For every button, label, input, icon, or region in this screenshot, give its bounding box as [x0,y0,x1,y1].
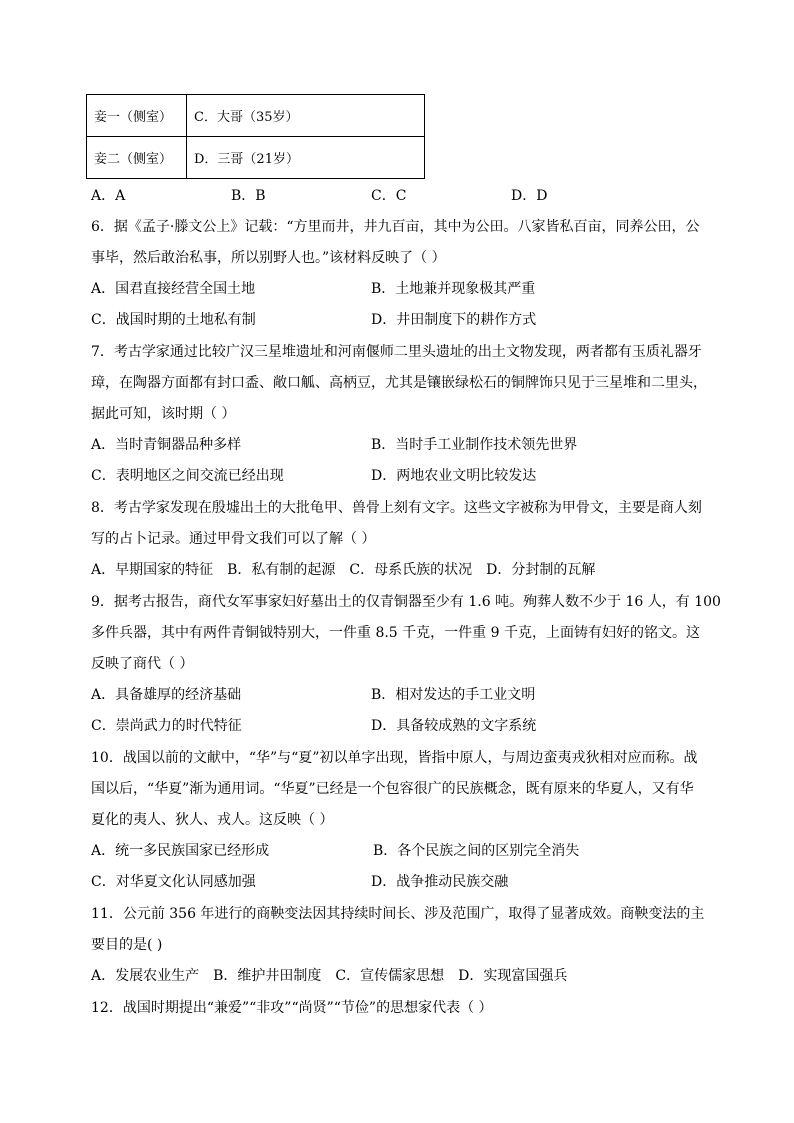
q7-option-c[interactable]: C．表明地区之间交流已经出现 [91,468,284,484]
table-cell-option: D．三哥（21岁） [187,137,425,179]
q9-option-d[interactable]: D．具备较成熟的文字系统 [371,718,537,734]
q9-stem-line-3: 反映了商代（ ） [91,656,194,672]
q10-stem-line-1: 10．战国以前的文献中，“华”与“夏”初以单字出现，皆指中原人，与周边蛮夷戎狄相对应而称。战 [91,750,698,766]
q10-stem-line-3: 夏化的夷人、狄人、戎人。这反映（ ） [91,812,334,828]
q11-option-d[interactable]: D．实现富国强兵 [458,968,568,984]
q11-stem-line-2: 要目的是( ) [91,937,163,953]
q5-option-d[interactable]: D．D [511,188,548,204]
q11-option-a[interactable]: A．发展农业生产 [91,968,200,984]
q8-stem-line-2: 写的占卜记录。通过甲骨文我们可以了解（ ） [91,531,376,547]
q6-stem-line-1: 6．据《孟子·滕文公上》记载：“方里而井，井九百亩，其中为公田。八家皆私百亩，同养公田，公 [91,219,700,235]
q5-option-b[interactable]: B．B [231,188,266,204]
q8-options-row [91,560,609,580]
table-row [87,137,425,179]
q6-stem-line-2: 事毕，然后敢治私事，所以别野人也。”该材料反映了（ ） [91,250,446,266]
q7-option-b[interactable]: B．当时手工业制作技术领先世界 [371,437,578,453]
q5-option-c[interactable]: C．C [371,188,407,204]
q11-stem-line-1: 11．公元前 356 年进行的商鞅变法因其持续时间长、涉及范围广，取得了显著成效。商鞅变法的主 [91,906,705,922]
q6-option-a[interactable]: A．国君直接经营全国土地 [91,281,256,297]
q10-option-a[interactable]: A．统一多民族国家已经形成 [91,843,270,859]
q8-option-d[interactable]: D．分封制的瓦解 [486,562,596,578]
q8-option-b[interactable]: B．私有制的起源 [227,562,336,578]
table-cell-role: 妾二（侧室） [87,137,187,179]
table-row [87,95,425,137]
q8-option-a[interactable]: A．早期国家的特征 [91,562,214,578]
q6-option-b[interactable]: B．土地兼并现象极其严重 [371,281,536,297]
q9-stem-line-1: 9．据考古报告，商代女军事家妇好墓出土的仅青铜器至少有 1.6 吨。殉葬人数不少于 16 人，有 100 [91,594,721,610]
q6-option-c[interactable]: C．战国时期的土地私有制 [91,312,256,328]
q10-option-b[interactable]: B．各个民族之间的区别完全消失 [373,843,580,859]
q8-stem-line-1: 8．考古学家发现在殷墟出土的大批龟甲、兽骨上刻有文字。这些文字被称为甲骨文，主要是商人刻 [91,500,702,516]
q10-option-d[interactable]: D．战争推动民族交融 [371,874,509,890]
q8-option-c[interactable]: C．母系氏族的状况 [349,562,473,578]
q11-option-c[interactable]: C．宣传儒家思想 [335,968,445,984]
q10-option-c[interactable]: C．对华夏文化认同感加强 [91,874,256,890]
table-cell-role: 妾一（侧室） [87,95,187,137]
q11-options-row [91,966,581,986]
q7-stem-line-2: 璋，在陶器方面都有封口盉、敞口觚、高柄豆，尤其是镶嵌绿松石的铜牌饰只见于三星堆和二里头， [91,375,707,391]
q6-option-d[interactable]: D．井田制度下的耕作方式 [371,312,537,328]
table-cell-option: C．大哥（35岁） [187,95,425,137]
q7-stem-line-3: 据此可知，该时期（ ） [91,406,236,422]
q7-option-a[interactable]: A．当时青铜器品种多样 [91,437,242,453]
q5-option-a[interactable]: A．A [91,188,126,204]
q7-option-d[interactable]: D．两地农业文明比较发达 [371,468,537,484]
q10-stem-line-2: 国以后，“华夏”渐为通用词。“华夏”已经是一个包容很广的民族概念，既有原来的华夏人，又有华 [91,781,694,797]
q12-stem-line-1: 12．战国时期提出“兼爱”“非攻”“尚贤”“节俭”的思想家代表（ ） [91,1000,493,1016]
family-table [86,94,425,179]
q9-option-a[interactable]: A．具备雄厚的经济基础 [91,687,242,703]
q7-stem-line-1: 7．考古学家通过比较广汉三星堆遗址和河南偃师二里头遗址的出土文物发现，两者都有玉质礼器牙 [91,344,702,360]
q9-stem-line-2: 多件兵器，其中有两件青铜钺特别大，一件重 8.5 千克，一件重 9 千克，上面铸有妇好的铭文。这 [91,625,700,641]
q11-option-b[interactable]: B．维护井田制度 [213,968,322,984]
q9-option-c[interactable]: C．崇尚武力的时代特征 [91,718,242,734]
q9-option-b[interactable]: B．相对发达的手工业文明 [371,687,536,703]
